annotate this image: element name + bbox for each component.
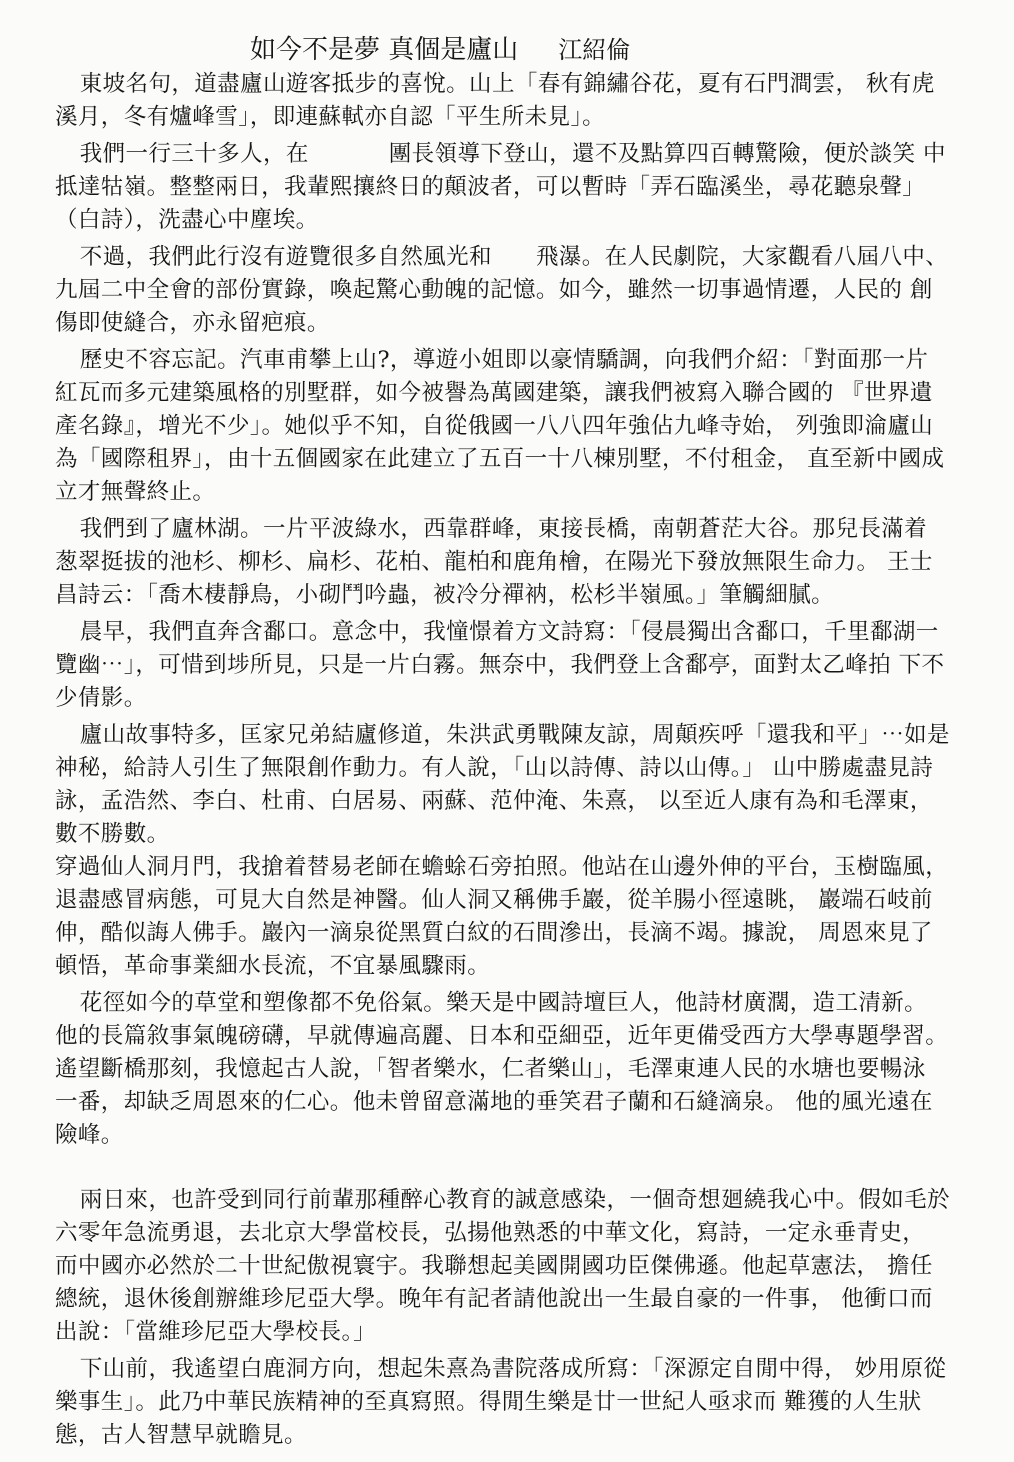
paragraph-text: 飛瀑。在人民劇院，大家觀看八屆八中、 九屆二中全會的部份實錄，喚起驚心動魄的記憶。如今，雖然一切事過情遷，人民的 創傷即使縫合，亦永留疤痕。	[55, 244, 949, 336]
paragraph	[55, 241, 955, 340]
header	[250, 30, 810, 70]
article-body	[55, 68, 955, 1452]
paragraph-text: 團長領導下登山，還不及點算四百轉驚險，便於談笑 中抵達牯嶺。整整兩日，我輩熙攘終日的顛波者，可以暫時「弄石臨溪坐，尋花聽泉聲」（白詩），洗盡心中塵埃。	[55, 141, 946, 233]
paragraph: 兩日來，也許受到同行前輩那種醉心教育的誠意感染，一個奇想廻繞我心中。假如毛於 六零年急流勇退，去北京大學當校長，弘揚他熟悉的中華文化，寫詩，一定永垂青史， 而中國亦必然於二十世紀傲視寰宇。我聯想起美國開國功臣傑佛遜。他起草憲法， 擔任總統，退休後創辦維珍尼亞大學。晚年有記者請他說出一生最自豪的一件事， 他衝口而出說：「當維珍尼亞大學校長。」	[55, 1187, 950, 1345]
paragraph: 下山前，我遙望白鹿洞方向，想起朱熹為書院落成所寫：「深源定自閒中得， 妙用原從樂事生」。此乃中華民族精神的至真寫照。得閒生樂是廿一世紀人亟求而 難獲的人生狀態，古人智慧早就瞻見。	[55, 1356, 947, 1448]
paragraph-text: 不過，我們此行沒有遊覽很多自然風光和	[79, 244, 492, 270]
paragraph: 歷史不容忘記。汽車甫攀上山?，導遊小姐即以豪情驕調，向我們介紹：「對面那一片 紅瓦而多元建築風格的別墅群，如今被譽為萬國建築，讓我們被寫入聯合國的 『世界遺產名錄』，增光不少」。她似乎不知，自從俄國一八八四年強佔九峰寺始， 列強即淪廬山為「國際租界」，由十五個國家在此建立了五百一十八棟別墅，不付租金， 直至新中國成立才無聲終止。	[55, 347, 945, 505]
paragraph: 東坡名句，道盡廬山遊客抵步的喜悅。山上「春有錦繡谷花，夏有石門澗雲， 秋有虎溪月，冬有爐峰雪」，即連蘇軾亦自認「平生所未見」。	[55, 71, 935, 130]
paragraph: 我們到了廬林湖。一片平波綠水，西靠群峰，東接長橋，南朝蒼茫大谷。那兒長滿着 葱翠挺拔的池杉、柳杉、扁杉、花柏、龍柏和鹿角檜，在陽光下發放無限生命力。 王士昌詩云：「喬木棲靜鳥，小砌鬥吟蟲，被冷分禪衲，松杉半嶺風。」筆觸細膩。	[55, 516, 933, 608]
author-name: 江紹倫	[558, 36, 631, 64]
paragraph: 晨早，我們直奔含鄱口。意念中，我憧憬着方文詩寫：「侵晨獨出含鄱口，千里鄱湖一 覽幽⋯」，可惜到埗所見，只是一片白霧。無奈中，我們登上含鄱亭，面對太乙峰拍 下不少倩影。	[55, 619, 945, 711]
paragraph	[55, 138, 955, 237]
article-title: 如今不是夢 真個是廬山	[250, 35, 519, 65]
paragraph: 遙望斷橋那刻，我憶起古人說，「智者樂水，仁者樂山」，毛澤東連人民的水塘也要暢泳 一番，却缺乏周恩來的仁心。他未曾留意滿地的垂笑君子蘭和石縫滴泉。 他的風光遠在險峰。	[55, 1056, 933, 1148]
paragraph-text: 我們一行三十多人，在	[79, 141, 309, 167]
paragraph: 花徑如今的草堂和塑像都不免俗氣。樂天是中國詩壇巨人，他詩材廣濶，造工清新。 他的長篇敘事氣魄磅礴，早就傳遍高麗、日本和亞細亞，近年更備受西方大學專題學習。	[55, 990, 949, 1049]
paragraph: 穿過仙人洞月門，我搶着替易老師在蟾蜍石旁拍照。他站在山邊外伸的平台，玉樹臨風， 退盡感冒病態，可見大自然是神醫。仙人洞又稱佛手巖，從羊腸小徑遠眺， 巖端石岐前伸，酷似誨人佛手。巖內一滴泉從黑質白紋的石間滲出，長滴不竭。據說， 周恩來見了頓悟，革命事業細水長流，不宜暴風驟雨。	[55, 854, 949, 979]
paragraph: 廬山故事特多，匡家兄弟結廬修道，朱洪武勇戰陳友諒，周顛疾呼「還我和平」⋯如是 神秘，給詩人引生了無限創作動力。有人說，「山以詩傳、詩以山傳。」 山中勝處盡見詩詠，孟浩然、李白、杜甫、白居易、兩蘇、范仲淹、朱熹， 以至近人康有為和毛澤東，數不勝數。	[55, 722, 950, 847]
